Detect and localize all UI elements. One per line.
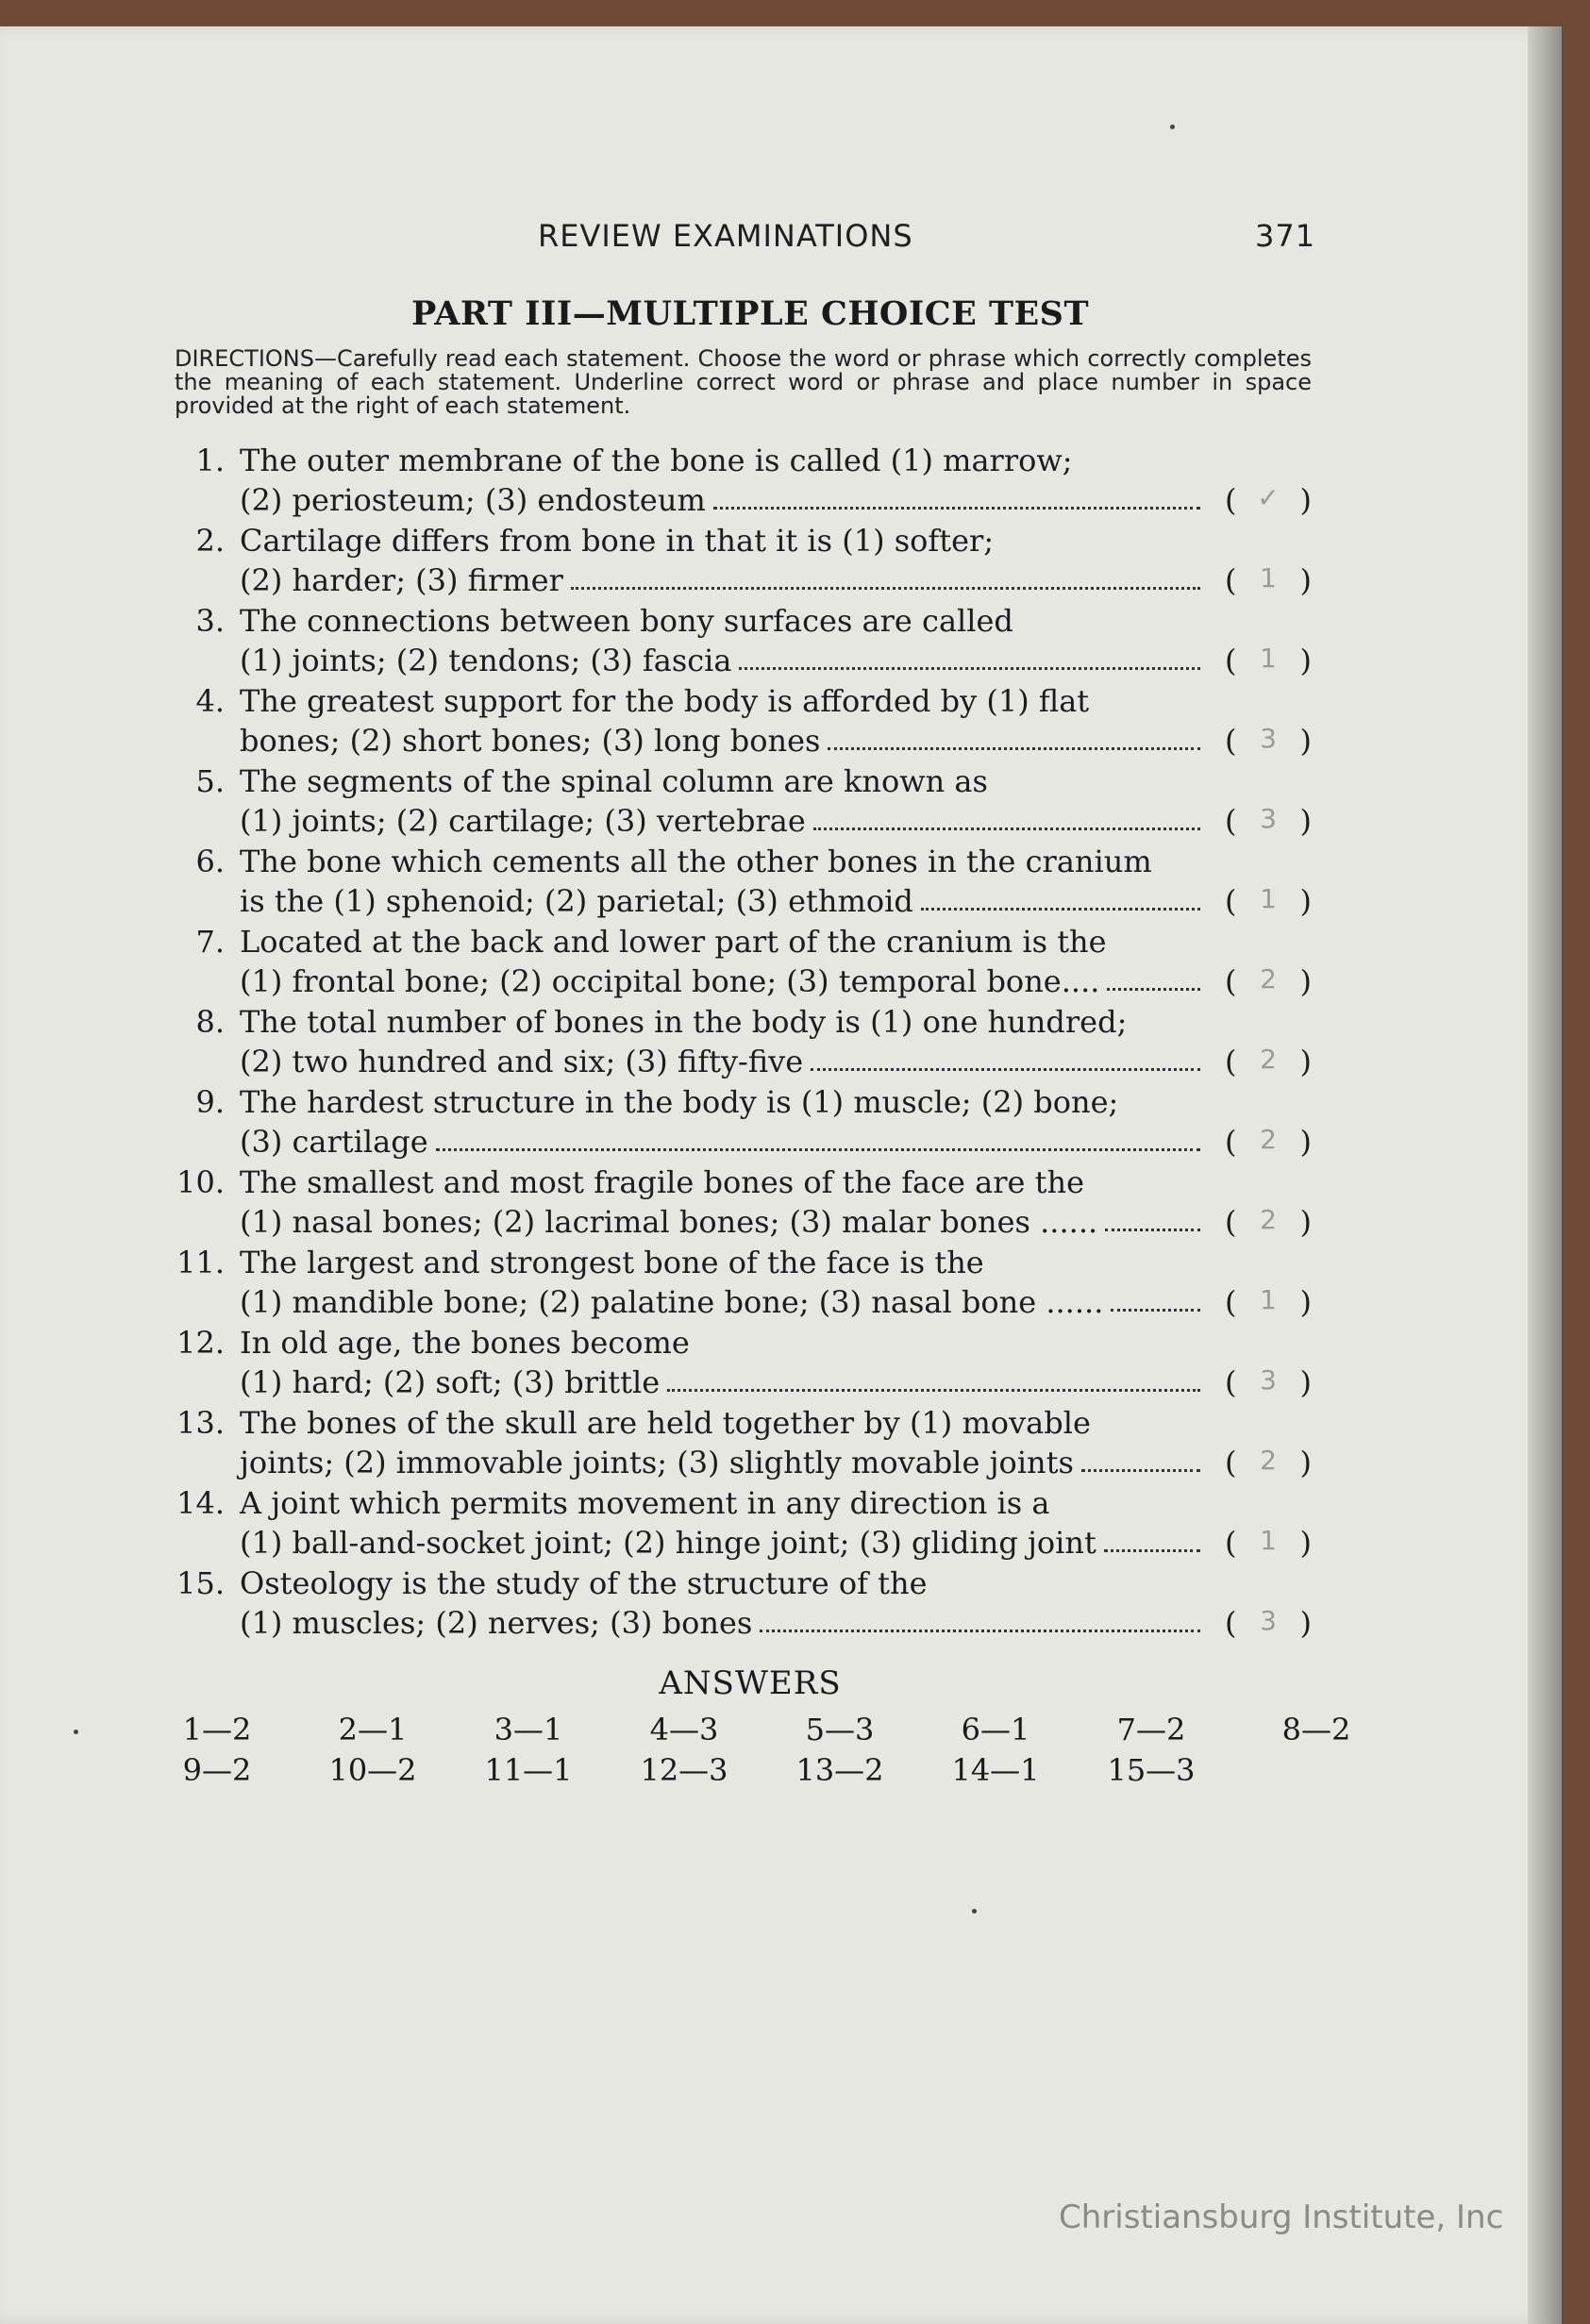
question-text-line2-content: (1) joints; (2) tendons; (3) fascia (240, 643, 732, 678)
question-text-line2 (240, 1044, 1208, 1079)
question-item (0, 1004, 1562, 1084)
part-title: PART III—MULTIPLE CHOICE TEST (410, 294, 1090, 333)
dot-leader (667, 1388, 1200, 1392)
answer-blank[interactable] (1225, 1445, 1312, 1480)
question-text-line1: A joint which permits movement in any direction is a (240, 1485, 1050, 1521)
question-number: 6. (195, 844, 225, 879)
dot-leader (811, 1067, 1200, 1071)
question-text-line2-content: (1) ball-and-socket joint; (2) hinge joint; (3) gliding joint (240, 1525, 1096, 1561)
question-item (0, 1405, 1562, 1485)
answer-blank[interactable] (1225, 1124, 1312, 1160)
question-item (0, 603, 1562, 683)
question-text-line2 (240, 1204, 1208, 1240)
close-paren: ) (1299, 1525, 1312, 1561)
question-text-line2 (240, 562, 1208, 598)
question-number: 14. (176, 1485, 225, 1521)
dot-leader (828, 746, 1200, 750)
question-text-line2-content: (2) periosteum; (3) endosteum (240, 482, 706, 518)
question-item (0, 683, 1562, 763)
question-number: 13. (176, 1405, 225, 1441)
question-text-line1: The smallest and most fragile bones of the face are the (240, 1164, 1085, 1200)
question-text-line2-content: (2) harder; (3) firmer (240, 562, 563, 598)
page-header (0, 218, 1562, 259)
question-text-line2 (240, 963, 1208, 999)
question-text-line2-content: joints; (2) immovable joints; (3) slightly movable joints (240, 1445, 1074, 1480)
close-paren: ) (1299, 723, 1312, 759)
book-page (0, 26, 1562, 2324)
close-paren: ) (1299, 1605, 1312, 1641)
open-paren: ( (1225, 1364, 1237, 1400)
answer-blank[interactable] (1225, 562, 1312, 598)
close-paren: ) (1299, 482, 1312, 518)
handwritten-mark: 3 (1260, 1605, 1277, 1636)
open-paren: ( (1225, 803, 1237, 839)
question-text-line2-content: is the (1) sphenoid; (2) parietal; (3) ethmoid (240, 883, 913, 919)
question-item (0, 1084, 1562, 1164)
question-text-line2-content: bones; (2) short bones; (3) long bones (240, 723, 821, 759)
answer-key-item: 7—2 (1116, 1712, 1186, 1747)
question-number: 10. (176, 1164, 225, 1200)
answer-key-item: 9—2 (182, 1752, 252, 1788)
handwritten-mark: 3 (1260, 803, 1277, 834)
answer-blank[interactable] (1225, 963, 1312, 999)
question-list (0, 443, 1562, 1646)
dot-leader (921, 907, 1200, 911)
question-item (0, 523, 1562, 603)
close-paren: ) (1299, 1044, 1312, 1079)
question-text-line2-content: (1) muscles; (2) nerves; (3) bones (240, 1605, 753, 1641)
handwritten-mark: 3 (1260, 723, 1277, 754)
close-paren: ) (1299, 883, 1312, 919)
answer-blank[interactable] (1225, 1364, 1312, 1400)
answer-key-item: 3—1 (494, 1712, 563, 1747)
question-text-line2-content: (1) nasal bones; (2) lacrimal bones; (3) malar bones ...... (240, 1204, 1098, 1240)
question-item (0, 763, 1562, 844)
question-number: 7. (195, 924, 225, 960)
question-text-line2-content: (1) joints; (2) cartilage; (3) vertebrae (240, 803, 806, 839)
question-text-line1: The connections between bony surfaces are called (240, 603, 1013, 639)
paper-speck (1170, 125, 1175, 129)
running-head: REVIEW EXAMINATIONS (538, 218, 913, 254)
open-paren: ( (1225, 723, 1237, 759)
handwritten-mark: 1 (1260, 643, 1277, 674)
answer-blank[interactable] (1225, 1044, 1312, 1079)
question-text-line2 (240, 723, 1208, 759)
dot-leader (713, 506, 1200, 510)
question-text-line1: The outer membrane of the bone is called (1) marrow; (240, 443, 1073, 478)
question-number: 3. (195, 603, 225, 639)
question-number: 11. (176, 1245, 225, 1280)
question-text-line1: The total number of bones in the body is (1) one hundred; (240, 1004, 1128, 1040)
close-paren: ) (1299, 803, 1312, 839)
handwritten-mark: ✓ (1257, 482, 1280, 513)
answer-key-item: 1—2 (182, 1712, 252, 1747)
dot-leader (760, 1629, 1200, 1632)
dot-leader (813, 827, 1200, 830)
question-number: 5. (195, 763, 225, 799)
question-text-line2-content: (1) mandible bone; (2) palatine bone; (3) nasal bone ...... (240, 1284, 1104, 1320)
open-paren: ( (1225, 1044, 1237, 1079)
question-item (0, 1485, 1562, 1565)
open-paren: ( (1225, 883, 1237, 919)
question-item (0, 1164, 1562, 1245)
question-text-line2 (240, 883, 1208, 919)
question-item (0, 1325, 1562, 1405)
question-text-line1: The bones of the skull are held together by (1) movable (240, 1405, 1091, 1441)
dot-leader (1105, 1228, 1200, 1231)
question-text-line2 (240, 1124, 1208, 1160)
question-item (0, 1245, 1562, 1325)
question-text-line2-content: (3) cartilage (240, 1124, 428, 1160)
question-text-line2 (240, 803, 1208, 839)
paper-speck (972, 1909, 977, 1914)
directions-text: DIRECTIONS—Carefully read each statement. Choose the word or phrase which correctly completes the meaning of each statement. Underline correct word or phrase and place number in space provided at the right of each statement. (175, 345, 1312, 419)
question-text-line1: The greatest support for the body is afforded by (1) flat (240, 683, 1090, 719)
question-text-line2 (240, 1445, 1208, 1480)
answer-key-item: 11—1 (484, 1752, 573, 1788)
answer-key-item: 14—1 (951, 1752, 1040, 1788)
question-text-line1: The segments of the spinal column are known as (240, 763, 988, 799)
question-item (0, 844, 1562, 924)
watermark: Christiansburg Institute, Inc (1059, 2199, 1504, 2236)
dot-leader (1111, 1308, 1200, 1312)
close-paren: ) (1299, 1445, 1312, 1480)
open-paren: ( (1225, 1605, 1237, 1641)
question-text-line1: Osteology is the study of the structure of the (240, 1565, 928, 1601)
question-text-line1: Cartilage differs from bone in that it is (1) softer; (240, 523, 995, 559)
answer-key-item: 5—3 (805, 1712, 875, 1747)
close-paren: ) (1299, 562, 1312, 598)
question-text-line1: In old age, the bones become (240, 1325, 690, 1361)
question-text-line2 (240, 1605, 1208, 1641)
open-paren: ( (1225, 482, 1237, 518)
handwritten-mark: 2 (1260, 1124, 1277, 1155)
handwritten-mark: 3 (1260, 1364, 1277, 1396)
open-paren: ( (1225, 1445, 1237, 1480)
answer-blank[interactable] (1225, 1204, 1312, 1240)
answer-key-item: 2—1 (338, 1712, 408, 1747)
handwritten-mark: 1 (1260, 1284, 1277, 1315)
question-number: 9. (195, 1084, 225, 1120)
answer-key-item: 10—2 (328, 1752, 417, 1788)
question-item (0, 443, 1562, 523)
question-item (0, 1565, 1562, 1646)
dot-leader (571, 586, 1200, 590)
handwritten-mark: 1 (1260, 562, 1277, 594)
paper-speck (74, 1730, 78, 1734)
question-text-line2 (240, 643, 1208, 678)
answer-blank[interactable] (1225, 723, 1312, 759)
handwritten-mark: 2 (1260, 1204, 1277, 1235)
close-paren: ) (1299, 1204, 1312, 1240)
open-paren: ( (1225, 1284, 1237, 1320)
open-paren: ( (1225, 562, 1237, 598)
question-text-line2-content: (1) frontal bone; (2) occipital bone; (3) temporal bone.... (240, 963, 1100, 999)
question-number: 4. (195, 683, 225, 719)
close-paren: ) (1299, 1364, 1312, 1400)
handwritten-mark: 1 (1260, 1525, 1277, 1556)
answer-blank[interactable] (1225, 883, 1312, 919)
open-paren: ( (1225, 963, 1237, 999)
question-item (0, 924, 1562, 1004)
handwritten-mark: 2 (1260, 963, 1277, 995)
close-paren: ) (1299, 643, 1312, 678)
question-number: 2. (195, 523, 225, 559)
question-text-line1: The largest and strongest bone of the face is the (240, 1245, 984, 1280)
answer-blank[interactable] (1225, 643, 1312, 678)
dot-leader (739, 666, 1200, 670)
question-text-line2-content: (1) hard; (2) soft; (3) brittle (240, 1364, 661, 1400)
page-number: 371 (1255, 218, 1316, 254)
question-text-line2-content: (2) two hundred and six; (3) fifty-five (240, 1044, 804, 1079)
question-text-line1: The hardest structure in the body is (1) muscle; (2) bone; (240, 1084, 1119, 1120)
dot-leader (1081, 1468, 1200, 1472)
open-paren: ( (1225, 1525, 1237, 1561)
question-text-line1: Located at the back and lower part of the cranium is the (240, 924, 1107, 960)
question-number: 15. (176, 1565, 225, 1601)
question-text-line2 (240, 1525, 1208, 1561)
dot-leader (436, 1147, 1200, 1151)
answer-key-item: 12—3 (640, 1752, 728, 1788)
handwritten-mark: 2 (1260, 1044, 1277, 1075)
handwritten-mark: 1 (1260, 883, 1277, 914)
question-text-line1: The bone which cements all the other bones in the cranium (240, 844, 1152, 879)
question-number: 12. (176, 1325, 225, 1361)
close-paren: ) (1299, 963, 1312, 999)
open-paren: ( (1225, 1124, 1237, 1160)
dot-leader (1104, 1548, 1200, 1552)
answer-key-item: 4—3 (649, 1712, 719, 1747)
answer-blank[interactable] (1225, 803, 1312, 839)
question-text-line2 (240, 482, 1208, 518)
answer-blank[interactable] (1225, 1605, 1312, 1641)
answers-heading: ANSWERS (659, 1664, 842, 1702)
open-paren: ( (1225, 643, 1237, 678)
handwritten-mark: 2 (1260, 1445, 1277, 1476)
answer-blank[interactable] (1225, 1284, 1312, 1320)
answer-key-item: 15—3 (1107, 1752, 1196, 1788)
question-text-line2 (240, 1364, 1208, 1400)
answer-key-item: 6—1 (961, 1712, 1030, 1747)
answer-key-item: 8—2 (1281, 1712, 1351, 1747)
close-paren: ) (1299, 1124, 1312, 1160)
question-number: 8. (195, 1004, 225, 1040)
answer-blank[interactable] (1225, 482, 1312, 518)
question-number: 1. (195, 443, 225, 478)
close-paren: ) (1299, 1284, 1312, 1320)
open-paren: ( (1225, 1204, 1237, 1240)
dot-leader (1107, 987, 1200, 991)
question-text-line2 (240, 1284, 1208, 1320)
answer-key-item: 13—2 (795, 1752, 884, 1788)
answer-blank[interactable] (1225, 1525, 1312, 1561)
